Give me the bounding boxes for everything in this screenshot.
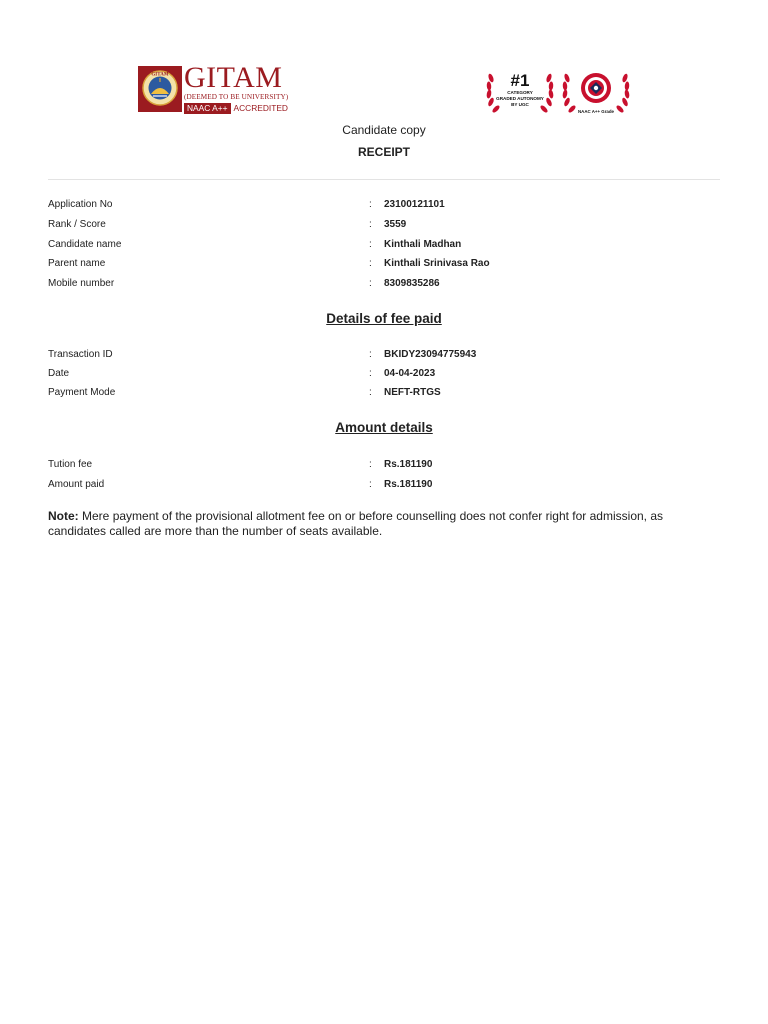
rank-number: #1 xyxy=(510,71,530,90)
field-value: Rs.181190 xyxy=(384,459,433,470)
field-value: 8309835286 xyxy=(384,278,440,289)
naac-laurel-badge-icon xyxy=(560,66,632,118)
field-label: Amount paid xyxy=(48,479,105,490)
field-label: Transaction ID xyxy=(48,349,113,360)
field-value: Kinthali Srinivasa Rao xyxy=(384,258,490,269)
rank-laurel-badge-icon xyxy=(484,66,556,118)
field-separator: : xyxy=(369,258,372,269)
logo-naac-badge: NAAC A++ xyxy=(184,103,231,114)
rank-line1: CATEGORY xyxy=(507,90,533,95)
field-separator: : xyxy=(369,479,372,490)
receipt-title: RECEIPT xyxy=(357,145,410,159)
amount-section-title: Amount details xyxy=(335,420,433,435)
field-label: Date xyxy=(48,368,70,379)
logo-accredited: ACCREDITED xyxy=(233,103,288,113)
row-mobile-number xyxy=(48,277,720,291)
row-payment-mode xyxy=(48,386,720,400)
note-label: Note: xyxy=(48,509,79,523)
row-parent-name xyxy=(48,257,720,271)
field-value: Rs.181190 xyxy=(384,479,433,490)
field-label: Parent name xyxy=(48,258,106,269)
logo-subtitle: (DEEMED TO BE UNIVERSITY) xyxy=(184,93,289,101)
rank-line3: BY UGC xyxy=(511,102,529,107)
field-value: BKIDY23094775943 xyxy=(384,349,477,360)
field-value: 23100121101 xyxy=(384,199,445,210)
note-text: Mere payment of the provisional allotment fee on or before counselling does not confer right for admission, as candidates called are more than the number of seats available. xyxy=(48,509,664,538)
field-value: Kinthali Madhan xyxy=(384,239,462,250)
field-separator: : xyxy=(369,459,372,470)
field-label: Mobile number xyxy=(48,278,115,289)
logo-naac-strip xyxy=(184,103,288,114)
gitam-logo xyxy=(138,61,290,114)
field-label: Tution fee xyxy=(48,459,93,470)
field-value: 04-04-2023 xyxy=(384,368,436,379)
field-value: 3559 xyxy=(384,219,407,230)
gitam-emblem-icon xyxy=(138,66,182,112)
field-label: Rank / Score xyxy=(48,219,106,230)
fee-section-title: Details of fee paid xyxy=(326,311,442,326)
field-separator: : xyxy=(369,219,372,230)
row-amount-paid xyxy=(48,478,720,492)
field-separator: : xyxy=(369,239,372,250)
row-date xyxy=(48,367,720,381)
row-transaction-id xyxy=(48,348,720,362)
row-candidate-name xyxy=(48,238,720,252)
field-label: Payment Mode xyxy=(48,387,116,398)
copy-title: Candidate copy xyxy=(342,123,426,137)
field-separator: : xyxy=(369,278,372,289)
row-rank-score xyxy=(48,218,720,232)
field-value: NEFT-RTGS xyxy=(384,387,441,398)
field-label: Application No xyxy=(48,199,113,210)
note-paragraph xyxy=(48,509,720,539)
emblem-text: GITAM xyxy=(151,72,169,78)
field-separator: : xyxy=(369,368,372,379)
row-tution-fee xyxy=(48,458,720,472)
field-separator: : xyxy=(369,199,372,210)
naac-badge-caption: NAAC A++ Grade xyxy=(578,109,614,114)
row-application-no xyxy=(48,198,720,212)
logo-name: GITAM xyxy=(184,61,283,94)
field-label: Candidate name xyxy=(48,239,122,250)
field-separator: : xyxy=(369,387,372,398)
header-divider xyxy=(48,179,720,180)
rank-line2: GRADED AUTONOMY xyxy=(496,96,544,101)
field-separator: : xyxy=(369,349,372,360)
